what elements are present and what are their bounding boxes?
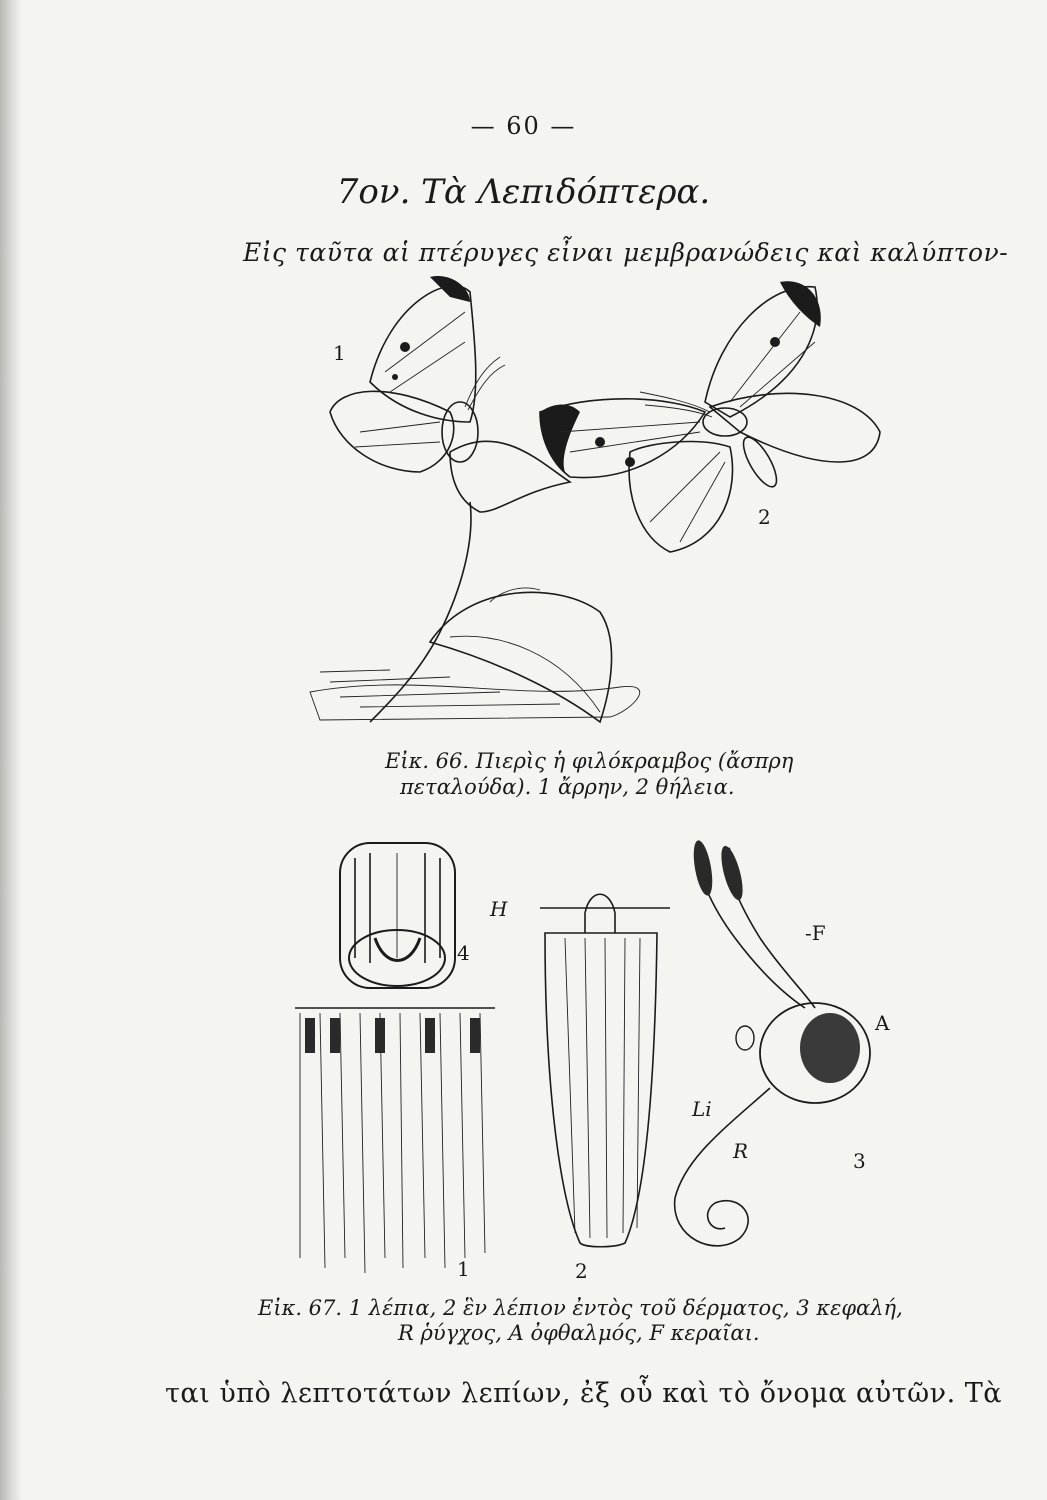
page-binding-shadow xyxy=(0,0,22,1500)
figure-66-butterflies xyxy=(300,272,900,732)
female-butterfly xyxy=(540,281,880,552)
plant-leaf xyxy=(430,588,612,722)
single-scale xyxy=(540,894,670,1247)
figure-67-scales-and-head xyxy=(285,838,905,1283)
body-text-closing: ται ὑπὸ λεπτοτάτων λεπίων, ἐξ οὗ καὶ τὸ ὄνομα αὐτῶν. Τὰ xyxy=(165,1378,1002,1409)
figure-66-label-1: 1 xyxy=(333,341,346,365)
body-text-intro: Εἰς ταῦτα αἱ πτέρυγες εἶναι μεμβρανώδεις καὶ καλύπτον- xyxy=(243,238,1009,267)
figure-67-label-2: 2 xyxy=(575,1259,588,1283)
scale-cross-section xyxy=(340,843,455,988)
chapter-title: 7ον. Τὰ Λεπιδόπτερα. xyxy=(336,172,711,212)
figure-67-label-R: R xyxy=(733,1139,749,1163)
figure-67-label-Li: Li xyxy=(692,1097,712,1121)
ground-hatching xyxy=(310,670,640,720)
figure-67-label-H: H xyxy=(490,897,508,921)
butterfly-head xyxy=(675,839,870,1246)
figure-67-caption-line-1: Εἰκ. 67. 1 λέπια, 2 ἓν λέπιον ἐντὸς τοῦ δέρματος, 3 κεφαλή, xyxy=(258,1296,903,1320)
figure-67-label-A: A xyxy=(875,1011,890,1035)
figure-67-label-3: 3 xyxy=(853,1149,866,1173)
figure-67-label-F: -F xyxy=(805,921,826,945)
figure-67-caption-line-2: R ῥύγχος, A ὀφθαλμός, F κεραῖαι. xyxy=(398,1321,760,1345)
scales-field xyxy=(295,1008,495,1273)
figure-66-caption-line-2: πεταλούδα). 1 ἄρρην, 2 θήλεια. xyxy=(400,775,735,799)
male-butterfly xyxy=(330,276,505,472)
figure-67-label-4: 4 xyxy=(457,941,470,965)
figure-66-label-2: 2 xyxy=(758,505,771,529)
figure-67-label-1: 1 xyxy=(457,1257,470,1281)
page-number: — 60 — xyxy=(470,112,577,140)
figure-66-caption-line-1: Εἰκ. 66. Πιερὶς ἡ φιλόκραμβος (ἄσπρη xyxy=(385,749,794,773)
plant-stem xyxy=(370,502,471,722)
